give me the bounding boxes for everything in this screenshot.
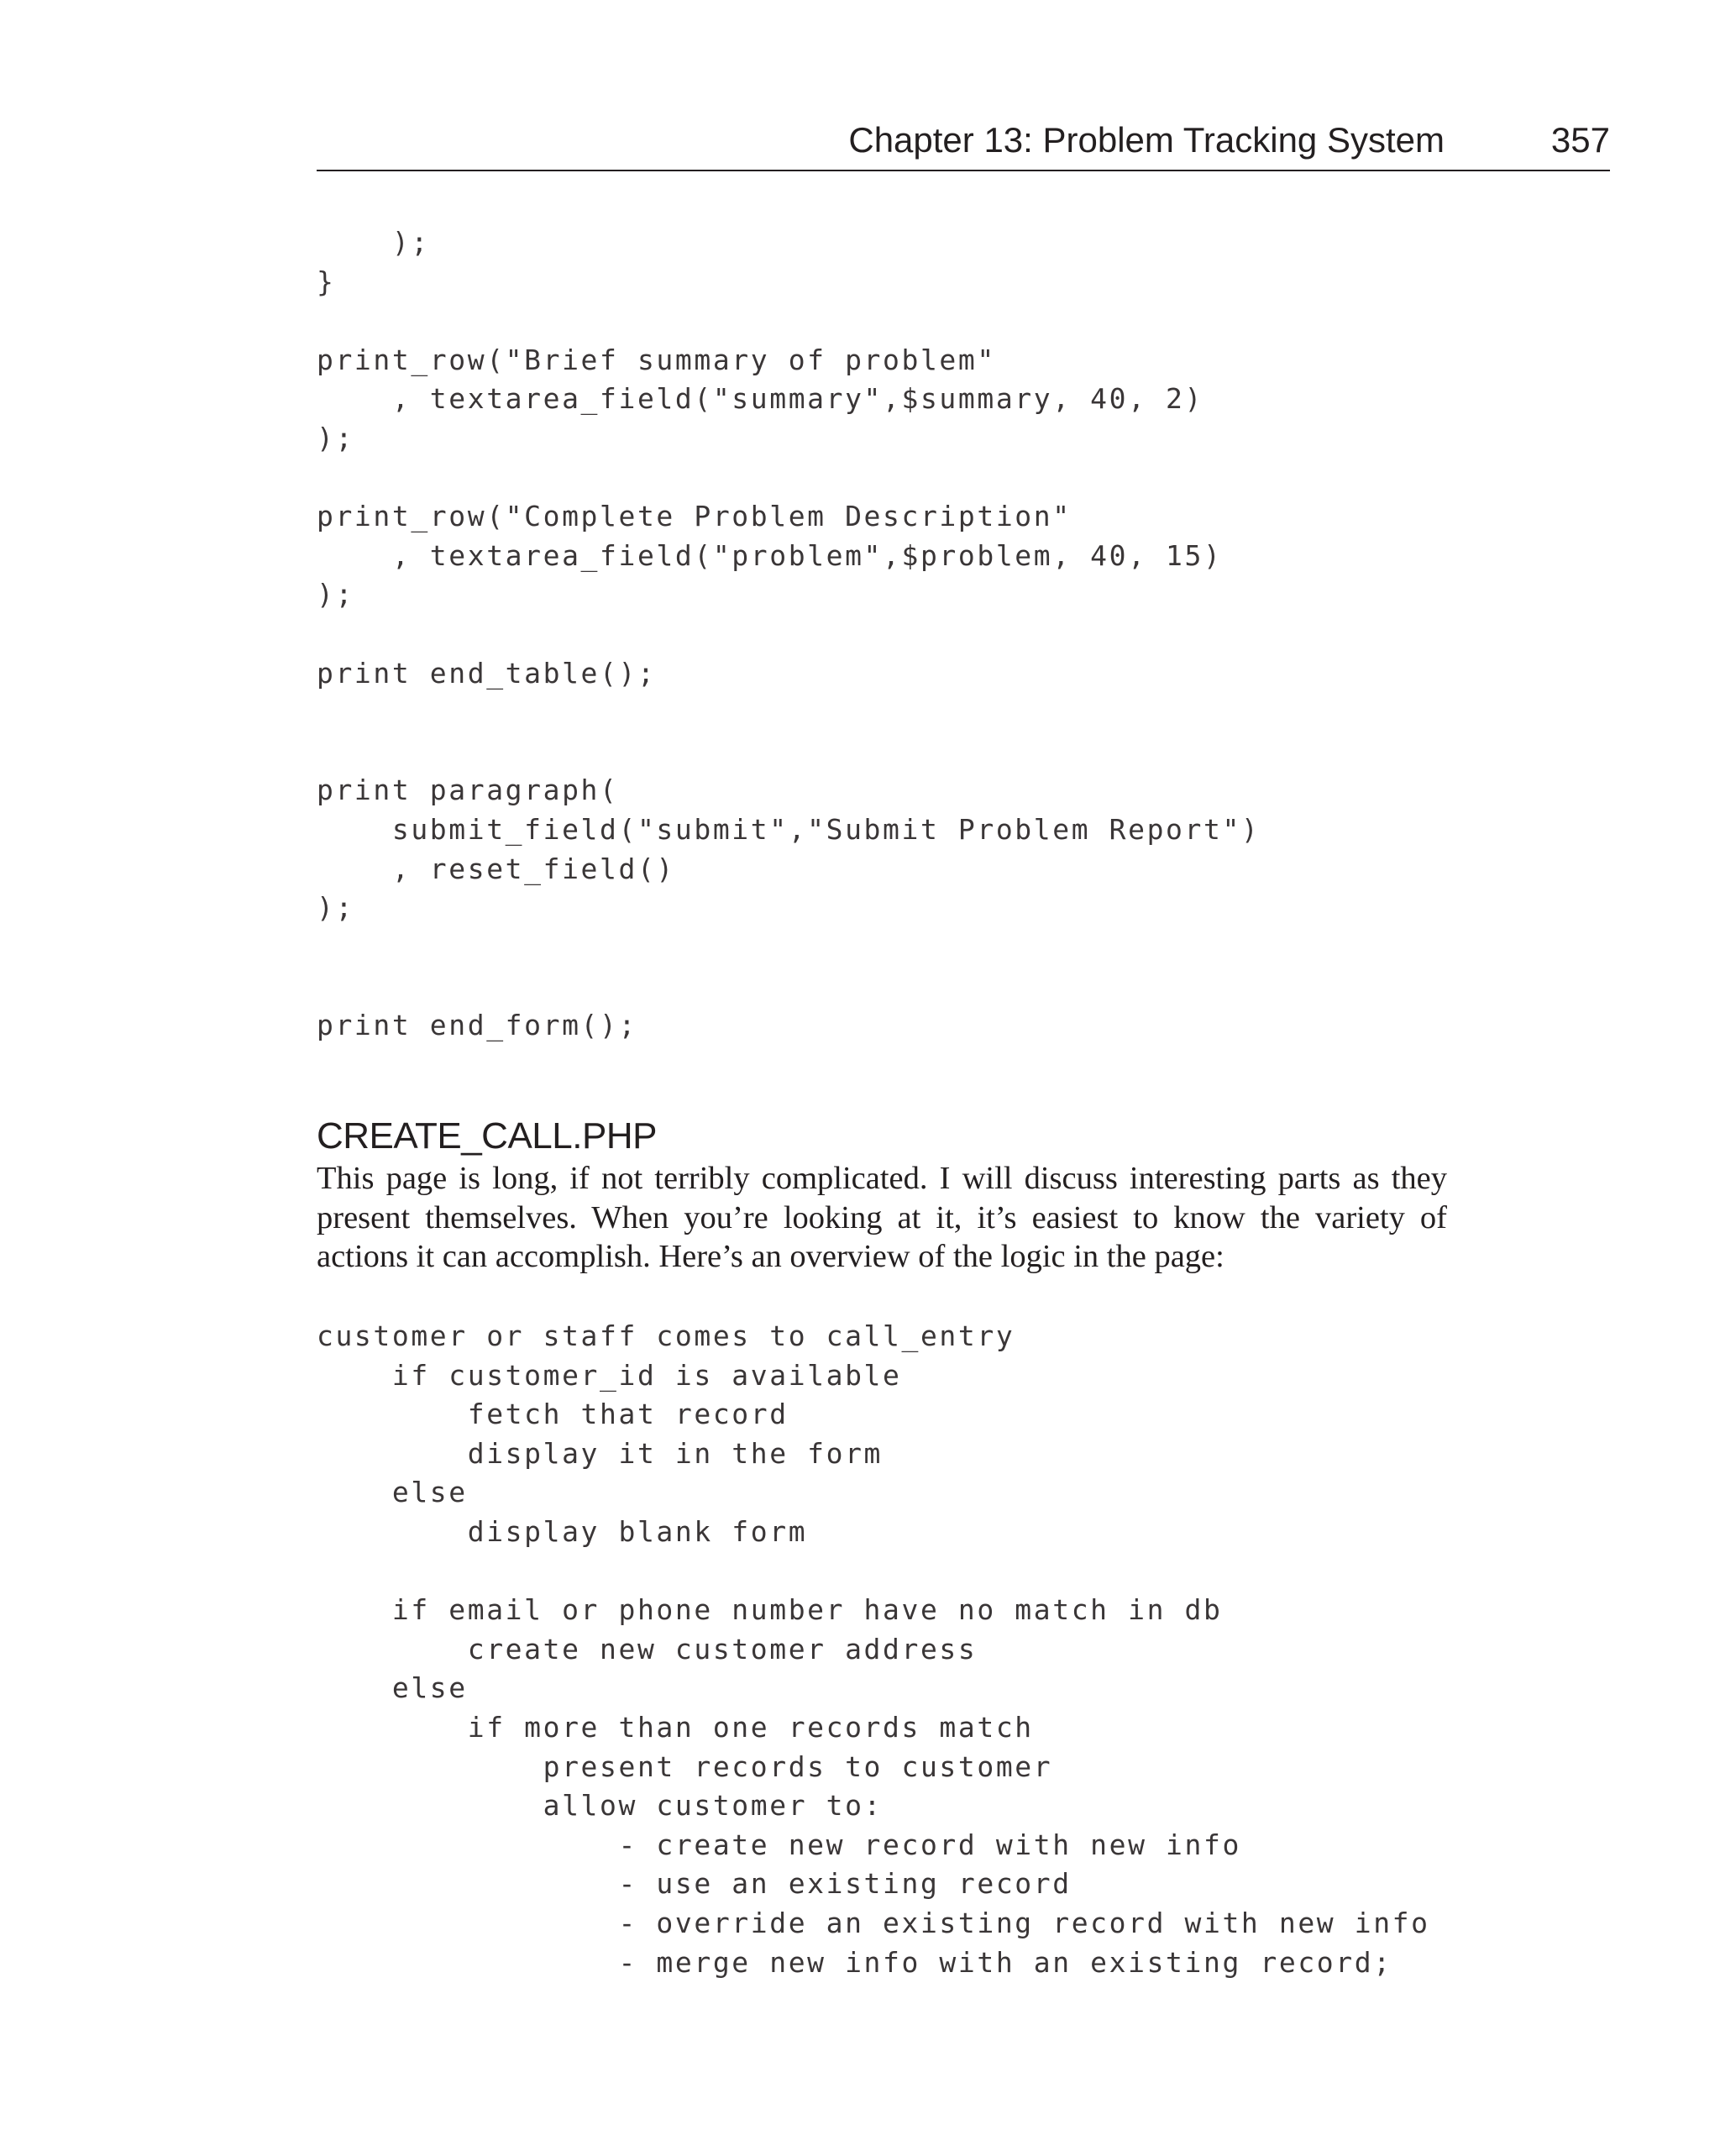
code-line: - merge new info with an existing record; <box>317 1945 1392 1979</box>
code-line: create new customer address <box>317 1632 978 1666</box>
code-line: display blank form <box>317 1514 808 1548</box>
code-line: else <box>317 1476 468 1509</box>
code-line <box>317 928 1260 968</box>
code-line: } <box>317 265 336 298</box>
code-line: if more than one records match <box>317 1710 1034 1744</box>
code-line <box>317 459 1260 498</box>
code-line <box>317 1552 1430 1592</box>
code-line: if email or phone number have no match in db <box>317 1593 1223 1627</box>
code-line: present records to customer <box>317 1749 1053 1783</box>
code-line: ); <box>317 891 354 925</box>
code-listing-form-end <box>317 223 1260 1045</box>
body-paragraph: This page is long, if not terribly complicated. I will discuss interesting parts as they present themselves. When you’re looking at it, it’s easiest to know the variety of actions it can accomplish. Here’s an overview of the logic in the page: <box>317 1161 1447 1274</box>
code-line <box>317 302 1260 341</box>
code-line: print_row("Complete Problem Description" <box>317 500 1072 533</box>
code-line: , reset_field() <box>317 852 675 885</box>
code-line: allow customer to: <box>317 1789 884 1823</box>
code-line <box>317 967 1260 1006</box>
code-line: print_row("Brief summary of problem" <box>317 343 996 376</box>
code-line: print paragraph( <box>317 774 619 807</box>
code-line: - use an existing record <box>317 1867 1072 1901</box>
code-line: fetch that record <box>317 1398 789 1431</box>
code-line: submit_field("submit","Submit Problem Report") <box>317 812 1261 846</box>
section-heading: CREATE_CALL.PHP <box>317 1115 657 1157</box>
code-line: if customer_id is available <box>317 1358 902 1392</box>
code-line <box>317 732 1260 772</box>
running-header <box>317 118 1610 171</box>
code-line: , textarea_field("problem",$problem, 40, 15) <box>317 538 1223 572</box>
code-line: ); <box>317 226 430 259</box>
code-line: ); <box>317 578 354 611</box>
code-line: print end_form(); <box>317 1008 637 1041</box>
chapter-title: Chapter 13: Problem Tracking System <box>848 120 1445 160</box>
code-line: ); <box>317 421 354 454</box>
code-line: display it in the form <box>317 1436 884 1470</box>
page-number: 357 <box>1550 120 1610 160</box>
code-listing-logic-overview <box>317 1317 1430 1982</box>
code-line: - override an existing record with new info <box>317 1906 1430 1939</box>
code-line: else <box>317 1671 468 1705</box>
code-line <box>317 615 1260 654</box>
code-line: print end_table(); <box>317 656 657 690</box>
code-line <box>317 693 1260 732</box>
code-line: - create new record with new info <box>317 1828 1241 1861</box>
code-line: customer or staff comes to call_entry <box>317 1319 1015 1352</box>
code-line: , textarea_field("summary",$summary, 40, 2) <box>317 382 1203 416</box>
